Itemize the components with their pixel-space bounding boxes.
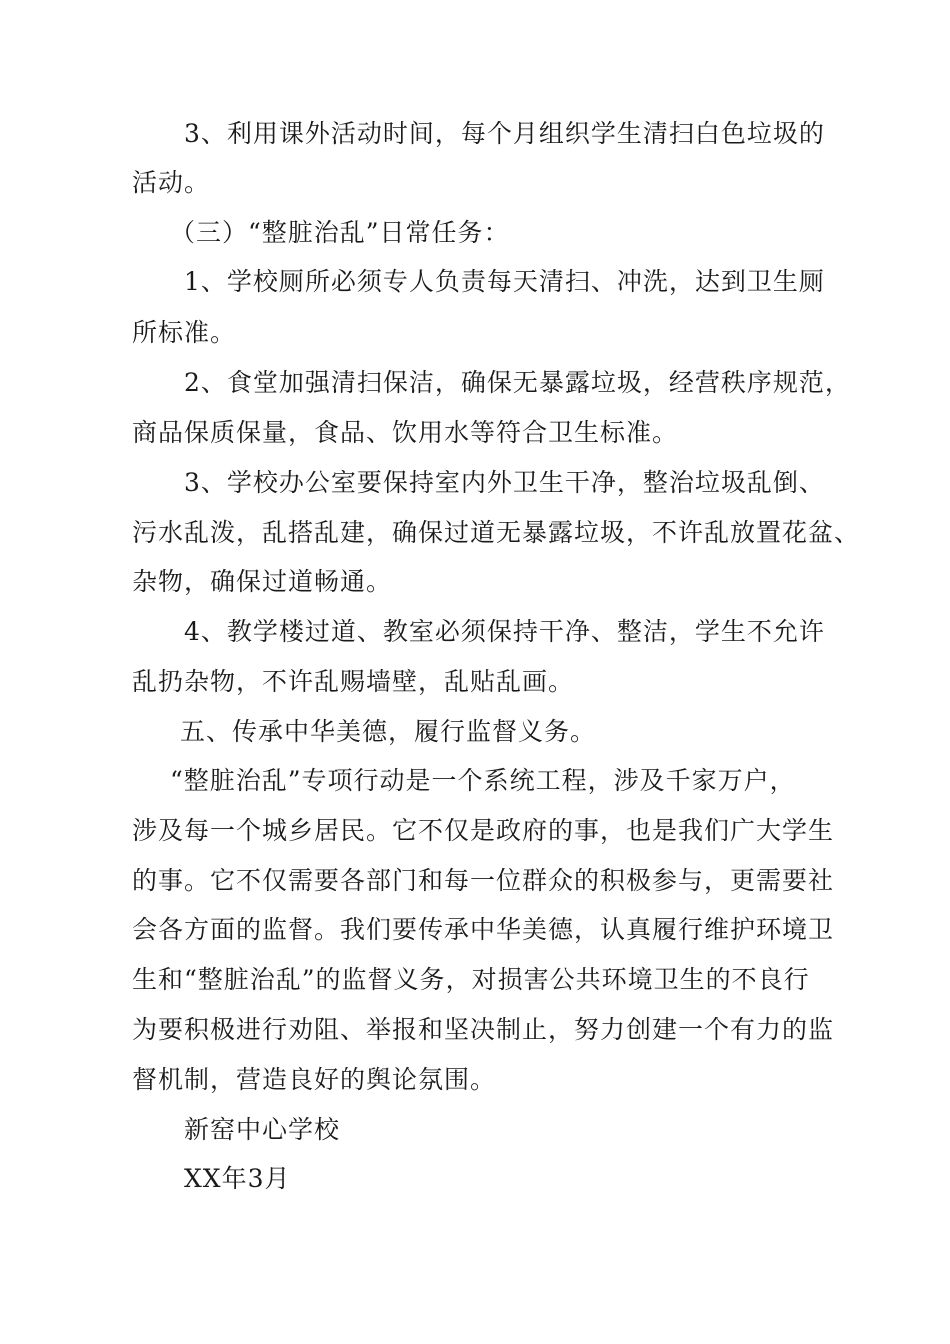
paragraph-line: 乱扔杂物，不许乱赐墙壁，乱贴乱画。	[132, 667, 575, 696]
paragraph-line: 涉及每一个城乡居民。它不仅是政府的事，也是我们广大学生	[132, 816, 835, 845]
paragraph-line: 生和“整脏治乱”的监督义务，对损害公共环境卫生的不良行	[132, 965, 810, 994]
paragraph-line: 污水乱泼，乱搭乱建，确保过道无暴露垃圾，不许乱放置花盆、	[132, 518, 861, 547]
paragraph-line: 所标准。	[132, 318, 237, 347]
section-heading: 五、传承中华美德，履行监督义务。	[180, 717, 597, 746]
paragraph-line: 为要积极进行劝阻、举报和坚决制止，努力创建一个有力的监	[132, 1015, 835, 1044]
signature-date: XX年3月	[184, 1164, 291, 1193]
paragraph-line: 督机制，营造良好的舆论氛围。	[132, 1065, 497, 1094]
paragraph-line: 活动。	[132, 168, 211, 197]
paragraph-line: 4、教学楼过道、教室必须保持干净、整洁，学生不允许	[184, 617, 825, 646]
paragraph-line: 1、学校厕所必须专人负责每天清扫、冲洗，达到卫生厕	[184, 267, 825, 296]
paragraph-line: “整脏治乱”专项行动是一个系统工程，涉及千家万户，	[170, 766, 796, 795]
signature-school: 新窑中心学校	[184, 1115, 341, 1144]
paragraph-line: 会各方面的监督。我们要传承中华美德，认真履行维护环境卫	[132, 915, 835, 944]
paragraph-line: 的事。它不仅需要各部门和每一位群众的积极参与，更需要社	[132, 866, 835, 895]
paragraph-line: 杂物，确保过道畅通。	[132, 567, 393, 596]
paragraph-line: 商品保质保量，食品、饮用水等符合卫生标准。	[132, 418, 679, 447]
paragraph-line: 3、利用课外活动时间，每个月组织学生清扫白色垃圾的	[184, 119, 825, 148]
paragraph-line: 2、食堂加强清扫保洁，确保无暴露垃圾，经营秩序规范，	[184, 368, 851, 397]
paragraph-line: 3、学校办公室要保持室内外卫生干净，整治垃圾乱倒、	[184, 468, 825, 497]
section-heading: （三）“整脏治乱”日常任务：	[170, 218, 510, 247]
